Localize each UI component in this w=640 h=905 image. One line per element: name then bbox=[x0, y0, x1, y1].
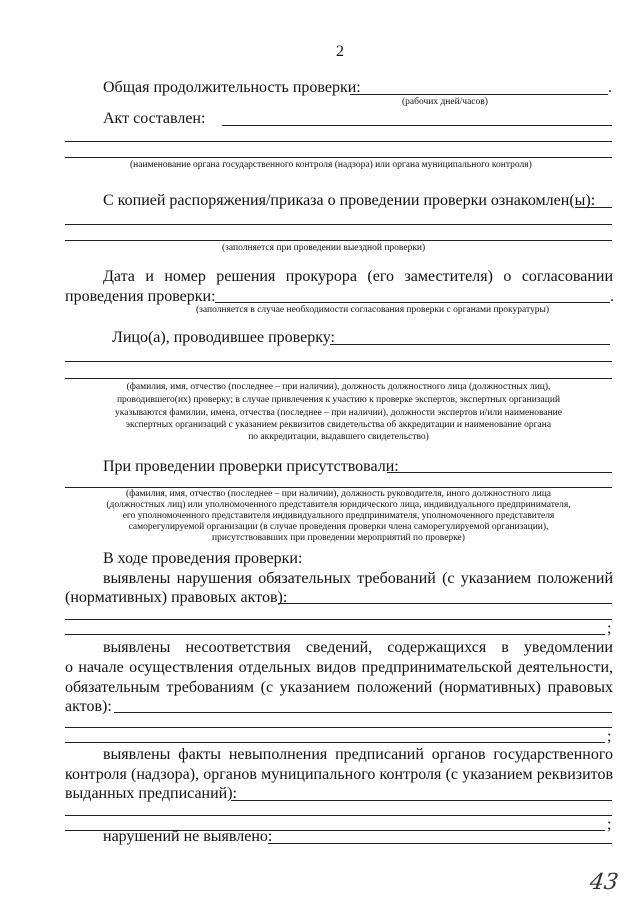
inspector-hint-2: проводившего(их) проверку; в случае привлечения к участию к проверке экспертов, экспертных организаций bbox=[116, 395, 561, 405]
duration-label: Общая продолжительность проверки: bbox=[103, 79, 361, 96]
copy-field-1[interactable] bbox=[575, 207, 612, 208]
inspector-field-2[interactable] bbox=[65, 361, 612, 362]
prosecutor-hint: (заполняется в случае необходимости согласования проверки с органами прокуратуры) bbox=[196, 305, 550, 315]
duration-field[interactable] bbox=[350, 94, 608, 95]
orders-line-1: выявлены факты невыполнения предписаний органов государственного bbox=[103, 746, 613, 763]
duration-hint: (рабочих дней/часов) bbox=[402, 97, 488, 107]
present-field-1[interactable] bbox=[387, 472, 612, 473]
act-field-2[interactable] bbox=[65, 141, 612, 142]
present-hint-5: присутствовавших при проведении мероприятий по проверке) bbox=[212, 533, 465, 543]
violations-line-2: (нормативных) правовых актов): bbox=[65, 589, 288, 606]
copy-hint: (заполняется при проведении выездной проверки) bbox=[222, 243, 426, 253]
no-violations-field[interactable] bbox=[268, 843, 612, 844]
inconsistency-line-3: обязательным требованиям (с указанием положений (нормативных) правовых bbox=[65, 679, 613, 696]
violations-field-3[interactable] bbox=[65, 634, 605, 635]
act-hint: (наименование органа государственного контроля (надзора) или органа муниципального контроля) bbox=[130, 160, 532, 170]
page-number: 2 bbox=[336, 43, 344, 60]
present-label: При проведении проверки присутствовали: bbox=[103, 458, 399, 475]
inconsistency-line-2: о начале осуществления отдельных видов предпринимательской деятельности, bbox=[65, 659, 613, 676]
handwritten-page-number: 43 bbox=[588, 870, 620, 895]
inconsistency-field-2[interactable] bbox=[65, 727, 612, 728]
inconsistency-line-1: выявлены несоответствия сведений, содержащихся в уведомлении bbox=[103, 639, 613, 656]
present-hint-2: (должностных лиц) или уполномоченного представителя юридического лица, индивидуального предпринимателя, bbox=[106, 500, 571, 510]
inspector-hint-1: (фамилия, имя, отчество (последнее – при наличии), должность должностного лица (должностных лиц), bbox=[126, 382, 551, 392]
present-hint-4: саморегулируемой организации (в случае проведения проверки члена саморегулируемой организации), bbox=[128, 522, 549, 532]
orders-field-2[interactable] bbox=[65, 815, 612, 816]
act-field-3[interactable] bbox=[65, 157, 612, 158]
act-field-1[interactable] bbox=[222, 125, 612, 126]
inspector-hint-5: по аккредитации, выдавшего свидетельство) bbox=[248, 432, 429, 442]
violations-semicolon: ; bbox=[607, 620, 612, 637]
no-violations-label: нарушений не выявлено: bbox=[103, 828, 273, 845]
copy-label: С копией распоряжения/приказа о проведении проверки ознакомлен(ы): bbox=[103, 192, 596, 209]
orders-line-2: контроля (надзора), органов муниципального контроля (с указанием реквизитов bbox=[65, 766, 613, 783]
inspector-label: Лицо(а), проводившее проверку: bbox=[112, 329, 335, 346]
inspector-field-3[interactable] bbox=[65, 378, 612, 379]
act-label: Акт составлен: bbox=[103, 110, 206, 127]
present-hint-1: (фамилия, имя, отчество (последнее – при наличии), должность руководителя, иного должностного лица bbox=[125, 489, 552, 499]
orders-semicolon: ; bbox=[607, 816, 612, 833]
orders-field-1[interactable] bbox=[231, 800, 612, 801]
prosecutor-line-1: Дата и номер решения прокурора (его заместителя) о согласовании bbox=[103, 268, 613, 285]
copy-field-2[interactable] bbox=[65, 224, 612, 225]
inspector-hint-3: указываются фамилии, имена, отчества (последнее – при наличии), должности экспертов и/или наименование bbox=[115, 408, 562, 418]
inspector-field-1[interactable] bbox=[330, 344, 610, 345]
inconsistency-field-3[interactable] bbox=[65, 742, 605, 743]
findings-heading: В ходе проведения проверки: bbox=[103, 550, 303, 567]
prosecutor-end-mark: . bbox=[610, 288, 614, 305]
violations-field-1[interactable] bbox=[278, 603, 612, 604]
orders-line-3: выданных предписаний): bbox=[65, 785, 237, 802]
present-field-2[interactable] bbox=[65, 487, 612, 488]
copy-field-3[interactable] bbox=[65, 240, 612, 241]
duration-end-mark: . bbox=[608, 79, 612, 96]
inconsistency-field-1[interactable] bbox=[114, 712, 612, 713]
prosecutor-field[interactable] bbox=[215, 302, 610, 303]
inconsistency-line-4: актов): bbox=[65, 698, 112, 715]
inconsistency-semicolon: ; bbox=[607, 728, 612, 745]
present-hint-3: его уполномоченного представителя индивидуального предпринимателя, уполномоченного представителя bbox=[122, 511, 555, 521]
violations-line-1: выявлены нарушения обязательных требований (с указанием положений bbox=[103, 570, 613, 587]
inspector-hint-4: экспертных организаций с указанием реквизитов свидетельства об аккредитации и наименование органа bbox=[125, 420, 552, 430]
violations-field-2[interactable] bbox=[65, 619, 612, 620]
prosecutor-label: проведения проверки: bbox=[65, 288, 216, 305]
